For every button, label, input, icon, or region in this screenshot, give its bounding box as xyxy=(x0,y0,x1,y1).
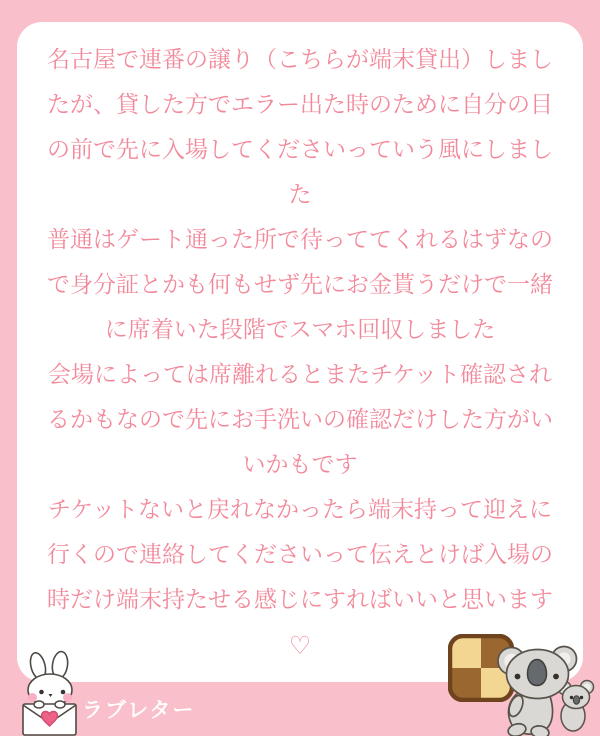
message-paragraph: チケットないと戻れなかったら端末持って迎えに行くので連絡してくださいって伝えとけば入場の時だけ端末持たせる感じにすればいいと思います xyxy=(47,497,553,613)
app-logo-label: ラブレター xyxy=(82,698,196,722)
baby-koala-eye-left xyxy=(570,696,573,699)
rabbit-paw-left xyxy=(34,701,44,708)
rabbit-cheek-left xyxy=(28,693,37,702)
message-paragraph: 普通はゲート通った所で待っててくれるはずなので身分証とかも何もせず先にお金貰うだけで一緒に席着いた段階でスマホ回収しました xyxy=(47,227,553,343)
rabbit-mascot xyxy=(19,650,79,736)
baby-koala-eye-right xyxy=(580,696,583,699)
rabbit-cheek-right xyxy=(63,693,72,702)
rabbit-eye-right xyxy=(61,690,66,695)
message-card xyxy=(17,22,583,682)
message-paragraph: 会場によっては席離れるとまたチケット確認されるかもなので先にお手洗いの確認だけした方がいいかもです xyxy=(47,362,553,478)
koala-nose xyxy=(528,660,547,686)
koala-mascot xyxy=(494,645,600,736)
baby-koala-nose xyxy=(573,696,579,704)
message-body xyxy=(43,38,557,623)
koala-eye-right xyxy=(553,674,559,680)
heart-symbol: ♡ xyxy=(288,631,312,660)
rabbit-eye-left xyxy=(39,690,44,695)
rabbit-paw-right xyxy=(55,701,65,708)
message-paragraph: 名古屋で連番の譲り（こちらが端末貸出）しましたが、貸した方でエラー出た時のために自分の目の前で先に入場してくださいっていう風にしました xyxy=(47,47,553,208)
koala-eye-left xyxy=(515,674,521,680)
love-letter-envelope-icon xyxy=(23,704,76,735)
